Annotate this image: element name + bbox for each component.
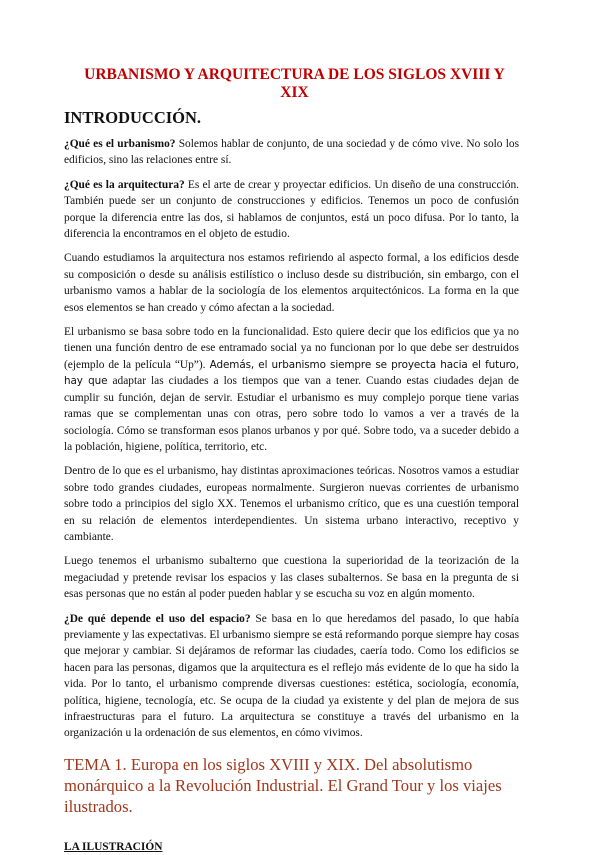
- question-uso-espacio: ¿De qué depende el uso del espacio?: [64, 612, 251, 625]
- tema-1-heading: TEMA 1. Europa en los siglos XVIII y XIX. Del absolutismo monárquico a la Revolución Industrial. El Grand Tour y los viajes ilustrados.: [64, 754, 502, 816]
- question-urbanismo: ¿Qué es el urbanismo?: [64, 138, 176, 150]
- introduction-heading: INTRODUCCIÓN.: [64, 108, 202, 127]
- section-heading-ilustracion: LA ILUSTRACIÓN: [64, 840, 163, 853]
- document-title: URBANISMO Y ARQUITECTURA DE LOS SIGLOS XVIII Y XIX: [84, 66, 505, 101]
- answer-arquitectura: Es el arte de crear y proyectar edificios. Un diseño de una construcción. También puede ser un conjunto de construcciones y edificios. Tenemos un poco de confusión porque la diferencia entre las dos, si hablamos de conjuntos, está un poco difusa. Por lo tanto, la diferencia la encontramos en el objeto de estudio.: [64, 178, 519, 241]
- paragraph-arquitectura: [64, 177, 519, 243]
- paragraph-aproximaciones: Dentro de lo que es el urbanismo, hay distintas aproximaciones teóricas. Nosotros vamos a estudiar sobre todo grandes ciudades, europeas normalmente. Surgieron nuevas corrientes de urbanismo sobre todo a principios del siglo XX. Tenemos el urbanismo crítico, que es una cuestión temporal en su relación de elementos interdependientes. Un sistema urbano interactivo, receptivo y cambiante.: [64, 465, 519, 543]
- paragraph-subalterno: Luego tenemos el urbanismo subalterno que cuestiona la superioridad de la teorización de la megaciudad y pretende revisar los espacios y las clases subalternos. Se basa en la pregunta de si esas personas que no están al poder pueden hablar y se escucha su voz en algún momento.: [64, 555, 519, 601]
- funcionalidad-text-start: El urbanismo se basa sobre todo en la funcionalidad. Esto quiere decir que los edificios que ya no tienen una función dentro de ese entramado social ya no funcionan por lo que debe ser destruidos (ejemplo de la película “Up”).: [64, 326, 519, 371]
- paragraph-funcionalidad: [64, 324, 519, 455]
- paragraph-aspecto-formal: Cuando estudiamos la arquitectura nos estamos refiriendo al aspecto formal, a los edificios desde su composición o desde su análisis estilístico o incluso desde su distribución, sin embargo, con el urbanismo vamos a hablar de la sociología de los elementos arquitectónicos. La forma en la que esos elementos se han creado y cómo afectan a la sociedad.: [64, 252, 519, 314]
- handwritten-note: Además, el urbanismo siempre se proyecta hacia el futuro, hay que: [64, 358, 519, 388]
- question-arquitectura: ¿Qué es la arquitectura?: [64, 178, 185, 191]
- paragraph-uso-espacio: [64, 611, 519, 742]
- paragraph-urbanismo: [64, 136, 519, 169]
- answer-uso-espacio: Se basa en lo que heredamos del pasado, lo que había previamente y las expectativas. El urbanismo siempre se está reformando porque siempre hay cosas que mejorar y cambiar. Si dejáramos de reformar las ciudades, caería todo. Como los edificios se hacen para las personas, digamos que la arquitectura es el reflejo más evidente de lo que ha sido la vida. Por lo tanto, el urbanismo comprende diversas cuestiones: estética, sociología, economía, política, higiene, tecnología, etc. Se ocupa de la ciudad ya existente y del plan de mejora de sus infraestructuras para el futuro. La arquitectura se constituye a través del urbanismo en la organización u la ordenación de sus elementos, en cómo vivimos.: [64, 612, 519, 740]
- answer-urbanismo: Solemos hablar de conjunto, de una sociedad y de cómo vive. No solo los edificios, sino las relaciones entre sí.: [64, 138, 519, 167]
- funcionalidad-text-end: adaptar las ciudades a los tiempos que van a tener. Cuando estas ciudades dejan de cumplir su función, dejan de servir. Estudiar el urbanismo es muy complejo porque tiene varias ramas que se complementan unas con otras, pero sobre todo lo vamos a ver a través de la sociología. Cómo se transforman esos planos urbanos y por qué. Sobre todo, va a suceder debido a la población, higiene, política, territorio, etc.: [64, 375, 519, 453]
